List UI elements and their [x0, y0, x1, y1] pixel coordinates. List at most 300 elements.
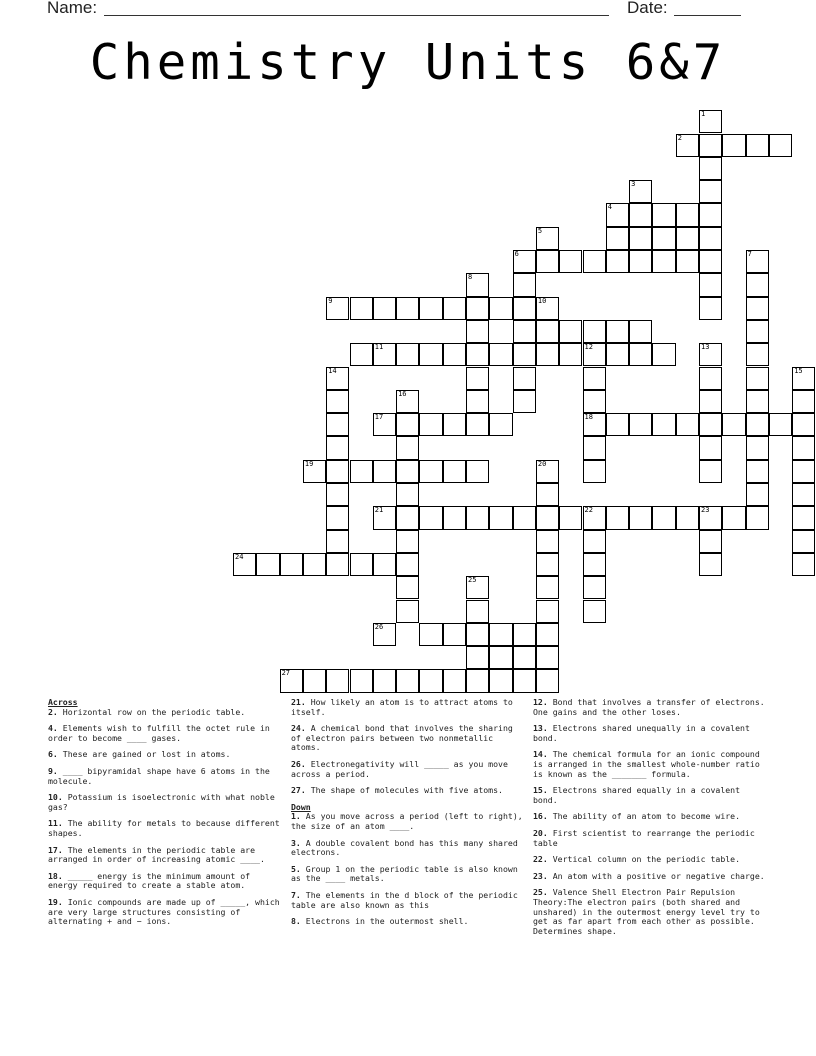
grid-cell[interactable]	[443, 669, 466, 692]
clue-number: 23	[701, 506, 710, 515]
grid-cell[interactable]	[350, 343, 373, 366]
clue-item-number: 25.	[533, 887, 548, 898]
grid-cell[interactable]	[326, 553, 349, 576]
grid-cell[interactable]	[652, 227, 675, 250]
clue-number: 14	[328, 366, 337, 375]
clue-item	[291, 812, 523, 831]
grid-cell[interactable]	[652, 203, 675, 226]
grid-cell[interactable]	[629, 506, 652, 529]
grid-cell[interactable]	[699, 460, 722, 483]
grid-cell[interactable]	[513, 343, 536, 366]
grid-cell[interactable]	[792, 553, 815, 576]
grid-cell[interactable]	[326, 483, 349, 506]
clues-column-2	[291, 698, 523, 934]
grid-cell[interactable]	[350, 297, 373, 320]
clue-number: 17	[374, 413, 384, 422]
grid-cell[interactable]	[652, 413, 675, 436]
clue-item-number: 2.	[48, 706, 58, 717]
clue-item-number: 26.	[291, 758, 306, 769]
grid-cell[interactable]	[746, 273, 769, 296]
grid-cell[interactable]	[536, 250, 559, 273]
grid-cell[interactable]	[699, 390, 722, 413]
grid-cell[interactable]	[443, 623, 466, 646]
clue-item-number: 13.	[533, 723, 548, 734]
clues-column-1	[48, 698, 280, 934]
grid-cell[interactable]	[466, 297, 489, 320]
clue-item-text: ____ bipyramidal shape have 6 atoms in the molecule.	[48, 765, 270, 786]
grid-cell[interactable]	[629, 180, 652, 203]
grid-cell[interactable]	[559, 343, 582, 366]
clue-item-text: Ionic compounds are made up of _____, which are very large structures consisting of alternating + and − ions.	[48, 896, 280, 927]
clue-number: 5	[537, 226, 543, 235]
grid-cell[interactable]	[326, 460, 349, 483]
grid-cell[interactable]	[326, 390, 349, 413]
grid-cell[interactable]	[396, 343, 419, 366]
grid-cell[interactable]	[792, 483, 815, 506]
clue-item-number: 19.	[48, 896, 63, 907]
grid-cell[interactable]	[559, 506, 582, 529]
clue-number: 10	[537, 296, 547, 305]
grid-cell[interactable]	[373, 553, 396, 576]
grid-cell[interactable]	[699, 530, 722, 553]
grid-cell[interactable]	[466, 273, 489, 296]
grid-cell[interactable]	[652, 343, 675, 366]
grid-cell[interactable]	[303, 460, 326, 483]
grid-cell[interactable]	[466, 646, 489, 669]
grid-cell[interactable]	[466, 506, 489, 529]
grid-cell[interactable]	[746, 134, 769, 157]
page-title: Chemistry Units 6&7	[89, 34, 727, 91]
clue-number: 12	[584, 343, 593, 352]
grid-cell[interactable]	[536, 600, 559, 623]
grid-cell[interactable]	[746, 390, 769, 413]
clue-item-text: These are gained or lost in atoms.	[57, 749, 231, 760]
grid-cell[interactable]	[583, 600, 606, 623]
grid-cell[interactable]	[699, 506, 722, 529]
grid-cell[interactable]	[792, 413, 815, 436]
grid-cell[interactable]	[373, 460, 396, 483]
grid-cell[interactable]	[559, 320, 582, 343]
clue-item-number: 23.	[533, 870, 548, 881]
grid-cell[interactable]	[373, 297, 396, 320]
grid-cell[interactable]	[676, 506, 699, 529]
grid-cell[interactable]	[419, 297, 442, 320]
clue-item-number: 18.	[48, 870, 63, 881]
grid-cell[interactable]	[326, 413, 349, 436]
clue-item-text: An atom with a positive or negative charge.	[547, 870, 765, 881]
grid-cell[interactable]	[419, 460, 442, 483]
grid-cell[interactable]	[699, 343, 722, 366]
grid-cell[interactable]	[699, 297, 722, 320]
grid-cell[interactable]	[280, 553, 303, 576]
grid-cell[interactable]	[489, 623, 512, 646]
grid-cell[interactable]	[652, 250, 675, 273]
grid-cell[interactable]	[629, 203, 652, 226]
clue-number: 26	[374, 622, 384, 631]
clue-item-text: Electrons shared equally in a covalent bond.	[533, 785, 741, 805]
grid-cell[interactable]	[513, 273, 536, 296]
grid-cell[interactable]	[233, 553, 256, 576]
grid-cell[interactable]	[350, 669, 373, 692]
grid-cell[interactable]	[583, 576, 606, 599]
grid-cell[interactable]	[396, 483, 419, 506]
grid-cell[interactable]	[699, 273, 722, 296]
grid-cell[interactable]	[443, 297, 466, 320]
grid-cell[interactable]	[396, 460, 419, 483]
clue-number: 6	[514, 250, 519, 258]
grid-cell[interactable]	[699, 203, 722, 226]
grid-cell[interactable]	[513, 646, 536, 669]
clue-item	[48, 793, 280, 812]
grid-cell[interactable]	[536, 506, 559, 529]
grid-cell[interactable]	[746, 460, 769, 483]
grid-cell[interactable]	[792, 390, 815, 413]
grid-cell[interactable]	[443, 413, 466, 436]
grid-cell[interactable]	[606, 203, 629, 226]
grid-cell[interactable]	[280, 669, 303, 692]
clue-number: 9	[328, 296, 333, 305]
grid-cell[interactable]	[722, 506, 745, 529]
grid-cell[interactable]	[606, 506, 629, 529]
grid-cell[interactable]	[466, 320, 489, 343]
clue-number: 19	[304, 459, 314, 468]
grid-cell[interactable]	[396, 390, 419, 413]
grid-cell[interactable]	[746, 343, 769, 366]
grid-cell[interactable]	[583, 250, 606, 273]
grid-cell[interactable]	[350, 460, 373, 483]
across-heading: Across	[48, 697, 78, 707]
clue-item	[533, 855, 769, 865]
clue-number: 20	[537, 459, 547, 468]
clue-item	[291, 891, 523, 910]
grid-cell[interactable]	[536, 483, 559, 506]
clue-item	[48, 846, 280, 865]
grid-cell[interactable]	[722, 413, 745, 436]
grid-cell[interactable]	[769, 413, 792, 436]
grid-cell[interactable]	[513, 669, 536, 692]
grid-cell[interactable]	[746, 506, 769, 529]
grid-cell[interactable]	[536, 669, 559, 692]
grid-cell[interactable]	[536, 530, 559, 553]
grid-cell[interactable]	[303, 669, 326, 692]
grid-cell[interactable]	[466, 367, 489, 390]
clue-item	[291, 760, 523, 779]
grid-cell[interactable]	[419, 669, 442, 692]
grid-cell[interactable]	[583, 390, 606, 413]
grid-cell[interactable]	[466, 413, 489, 436]
grid-cell[interactable]	[513, 367, 536, 390]
grid-cell[interactable]	[536, 227, 559, 250]
clue-item	[48, 724, 280, 743]
clue-item-text: Vertical column on the periodic table.	[547, 854, 741, 865]
grid-cell[interactable]	[373, 506, 396, 529]
clue-item	[533, 750, 769, 779]
grid-cell[interactable]	[583, 343, 606, 366]
grid-cell[interactable]	[676, 203, 699, 226]
grid-cell[interactable]	[419, 413, 442, 436]
grid-cell[interactable]	[303, 553, 326, 576]
grid-cell[interactable]	[676, 413, 699, 436]
grid-cell[interactable]	[699, 110, 722, 133]
grid-cell[interactable]	[583, 367, 606, 390]
grid-cell[interactable]	[513, 250, 536, 273]
clue-item-text: _____ energy is the minimum amount of energy required to create a stable atom.	[48, 870, 251, 891]
grid-cell[interactable]	[699, 157, 722, 180]
clue-item	[533, 829, 769, 848]
grid-cell[interactable]	[583, 413, 606, 436]
clue-number: 2	[677, 133, 682, 142]
grid-cell[interactable]	[536, 320, 559, 343]
clue-item-text: The ability for metals to because different shapes.	[48, 818, 280, 838]
grid-cell[interactable]	[466, 669, 489, 692]
clue-number: 7	[747, 250, 752, 258]
grid-cell[interactable]	[536, 460, 559, 483]
clue-item-number: 21.	[291, 697, 306, 707]
grid-cell[interactable]	[396, 600, 419, 623]
clue-item-text: Valence Shell Electron Pair Repulsion Theory:The electron pairs (both shared and unshared) in the outermost energy level try to get as far apart from each other as possible. Determines shape.	[533, 887, 760, 936]
grid-cell[interactable]	[396, 669, 419, 692]
clue-item	[48, 708, 280, 718]
grid-cell[interactable]	[583, 436, 606, 459]
grid-cell[interactable]	[583, 553, 606, 576]
clue-item-number: 4.	[48, 723, 58, 734]
clue-item-text: The ability of an atom to become wire.	[547, 811, 741, 822]
grid-cell[interactable]	[326, 669, 349, 692]
grid-cell[interactable]	[396, 530, 419, 553]
grid-cell[interactable]	[443, 506, 466, 529]
down-clue-list	[291, 812, 523, 926]
grid-cell[interactable]	[536, 646, 559, 669]
clue-item-text: A chemical bond that involves the sharing of electron pairs between two nonmetallic atoms.	[291, 723, 513, 753]
grid-cell[interactable]	[466, 623, 489, 646]
clue-item-number: 9.	[48, 765, 58, 776]
grid-cell[interactable]	[629, 413, 652, 436]
clue-item	[533, 786, 769, 805]
clue-item-text: The elements in the periodic table are arranged in order of increasing atomic ____.	[48, 844, 265, 865]
grid-cell[interactable]	[559, 250, 582, 273]
clue-item-number: 24.	[291, 723, 306, 734]
grid-cell[interactable]	[513, 390, 536, 413]
grid-cell[interactable]	[629, 320, 652, 343]
clue-item-text: How likely an atom is to attract atoms to itself.	[291, 697, 513, 717]
grid-cell[interactable]	[536, 297, 559, 320]
grid-cell[interactable]	[513, 623, 536, 646]
grid-cell[interactable]	[583, 320, 606, 343]
clue-item-text: Potassium is isoelectronic with what noble gas?	[48, 792, 275, 812]
grid-cell[interactable]	[583, 460, 606, 483]
grid-cell[interactable]	[769, 134, 792, 157]
grid-cell[interactable]	[629, 250, 652, 273]
clue-item-text: Electrons shared unequally in a covalent bond.	[533, 723, 750, 743]
grid-cell[interactable]	[373, 343, 396, 366]
clue-item	[48, 898, 280, 927]
grid-cell[interactable]	[746, 367, 769, 390]
grid-cell[interactable]	[699, 134, 722, 157]
grid-cell[interactable]	[676, 227, 699, 250]
grid-cell[interactable]	[256, 553, 279, 576]
clue-item-text: The shape of molecules with five atoms.	[305, 785, 503, 796]
grid-cell[interactable]	[652, 506, 675, 529]
clue-item-number: 17.	[48, 844, 63, 855]
grid-cell[interactable]	[326, 530, 349, 553]
clue-item-text: Group 1 on the periodic table is also known as the ____ metals.	[291, 863, 518, 884]
grid-cell[interactable]	[326, 297, 349, 320]
clue-item-text: Electronegativity will _____ as you move across a period.	[291, 758, 508, 779]
clue-item	[291, 917, 523, 927]
clue-item-text: Horizontal row on the periodic table.	[57, 706, 246, 717]
grid-cell[interactable]	[629, 343, 652, 366]
grid-cell[interactable]	[396, 413, 419, 436]
grid-cell[interactable]	[699, 180, 722, 203]
clue-item	[533, 724, 769, 743]
grid-cell[interactable]	[513, 320, 536, 343]
date-label: Date:	[627, 0, 668, 17]
grid-cell[interactable]	[536, 343, 559, 366]
clue-item-text: As you move across a period (left to right), the size of an atom ____.	[291, 811, 523, 831]
clue-item	[48, 750, 280, 760]
clue-item-number: 20.	[533, 827, 548, 838]
down-heading: Down	[291, 801, 311, 812]
grid-cell[interactable]	[326, 506, 349, 529]
clue-item-number: 7.	[291, 889, 301, 900]
grid-cell[interactable]	[489, 413, 512, 436]
grid-cell[interactable]	[489, 297, 512, 320]
grid-cell[interactable]	[373, 669, 396, 692]
down-clue-list-continued	[533, 698, 769, 936]
clue-item-number: 5.	[291, 863, 301, 874]
grid-cell[interactable]	[489, 506, 512, 529]
grid-cell[interactable]	[350, 553, 373, 576]
grid-cell[interactable]	[699, 227, 722, 250]
grid-cell[interactable]	[746, 320, 769, 343]
grid-cell[interactable]	[583, 506, 606, 529]
grid-cell[interactable]	[326, 436, 349, 459]
clue-item-text: Electrons in the outermost shell.	[300, 916, 469, 927]
clue-item-text: First scientist to rearrange the periodic table	[533, 827, 755, 848]
grid-cell[interactable]	[629, 227, 652, 250]
clue-item-number: 3.	[291, 837, 301, 848]
clue-number: 24	[235, 552, 244, 561]
grid-cell[interactable]	[396, 553, 419, 576]
clue-item	[533, 888, 769, 936]
clue-item	[533, 698, 769, 717]
clue-number: 16	[398, 389, 407, 398]
grid-cell[interactable]	[699, 367, 722, 390]
grid-cell[interactable]	[396, 506, 419, 529]
clue-number: 22	[584, 506, 593, 515]
name-label: Name:	[47, 0, 98, 17]
grid-cell[interactable]	[606, 227, 629, 250]
grid-cell[interactable]	[536, 576, 559, 599]
clue-item-text: A double covalent bond has this many shared electrons.	[291, 837, 518, 858]
clues-column-3	[533, 698, 769, 943]
grid-cell[interactable]	[746, 483, 769, 506]
grid-cell[interactable]	[373, 413, 396, 436]
grid-cell[interactable]	[396, 297, 419, 320]
grid-cell[interactable]	[699, 250, 722, 273]
grid-cell[interactable]	[699, 413, 722, 436]
grid-cell[interactable]	[536, 623, 559, 646]
grid-cell[interactable]	[466, 576, 489, 599]
grid-cell[interactable]	[466, 343, 489, 366]
clue-item	[291, 839, 523, 858]
grid-cell[interactable]	[699, 553, 722, 576]
grid-cell[interactable]	[373, 623, 396, 646]
clue-number: 1	[701, 110, 706, 119]
grid-cell[interactable]	[792, 530, 815, 553]
grid-cell[interactable]	[419, 506, 442, 529]
clue-item-text: Elements wish to fulfill the octet rule in order to become ____ gases.	[48, 723, 270, 743]
grid-cell[interactable]	[489, 343, 512, 366]
clue-number: 8	[468, 273, 473, 282]
clue-number: 3	[631, 180, 636, 189]
grid-cell[interactable]	[443, 460, 466, 483]
across-clue-list	[48, 708, 280, 927]
grid-cell[interactable]	[792, 436, 815, 459]
grid-cell[interactable]	[746, 250, 769, 273]
clue-number: 21	[374, 506, 384, 515]
clue-number: 15	[794, 366, 803, 375]
grid-cell[interactable]	[606, 413, 629, 436]
grid-cell[interactable]	[443, 343, 466, 366]
grid-cell[interactable]	[746, 297, 769, 320]
grid-cell[interactable]	[419, 343, 442, 366]
grid-cell[interactable]	[513, 506, 536, 529]
clue-number: 13	[701, 343, 710, 352]
grid-cell[interactable]	[466, 390, 489, 413]
grid-cell[interactable]	[513, 297, 536, 320]
grid-cell[interactable]	[722, 134, 745, 157]
grid-cell[interactable]	[419, 623, 442, 646]
grid-cell[interactable]	[466, 600, 489, 623]
grid-cell[interactable]	[396, 436, 419, 459]
grid-cell[interactable]	[746, 413, 769, 436]
clue-number: 27	[281, 669, 291, 678]
grid-cell[interactable]	[606, 320, 629, 343]
grid-cell[interactable]	[792, 367, 815, 390]
grid-cell[interactable]	[396, 576, 419, 599]
grid-cell[interactable]	[792, 460, 815, 483]
clue-item-number: 8.	[291, 916, 301, 927]
grid-cell[interactable]	[536, 553, 559, 576]
clue-item-text: Bond that involves a transfer of electrons. One gains and the other loses.	[533, 697, 765, 717]
grid-cell[interactable]	[489, 669, 512, 692]
clue-item	[291, 786, 523, 796]
grid-cell[interactable]	[746, 436, 769, 459]
clue-number: 4	[607, 203, 613, 212]
clue-item	[48, 872, 280, 891]
clue-number: 25	[468, 576, 477, 585]
across-clue-list-continued	[291, 698, 523, 796]
grid-cell[interactable]	[583, 530, 606, 553]
grid-cell[interactable]	[699, 436, 722, 459]
grid-cell[interactable]	[326, 367, 349, 390]
grid-cell[interactable]	[489, 646, 512, 669]
clue-item	[48, 819, 280, 838]
grid-cell[interactable]	[606, 250, 629, 273]
clue-item	[291, 698, 523, 717]
grid-cell[interactable]	[676, 250, 699, 273]
grid-cell[interactable]	[676, 134, 699, 157]
clue-item	[48, 767, 280, 786]
grid-cell[interactable]	[606, 343, 629, 366]
clue-item-number: 1.	[291, 811, 301, 822]
grid-cell[interactable]	[466, 460, 489, 483]
clue-number: 11	[374, 343, 384, 352]
clue-item	[291, 724, 523, 753]
clue-item-number: 6.	[48, 749, 58, 760]
grid-cell[interactable]	[792, 506, 815, 529]
